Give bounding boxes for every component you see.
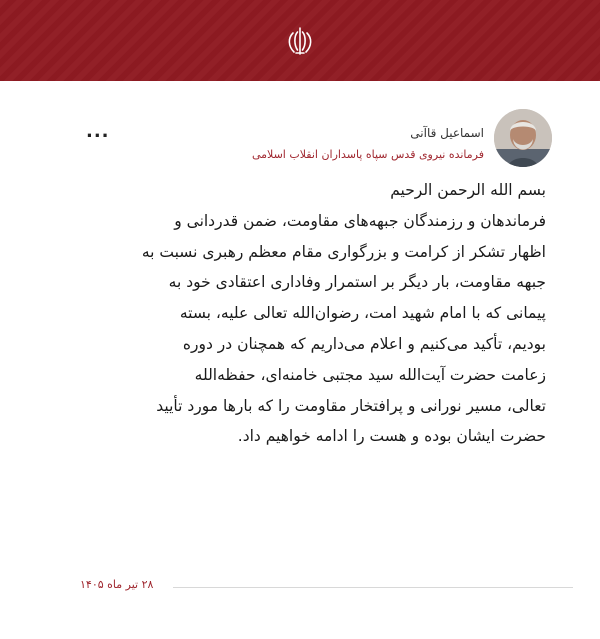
header-band xyxy=(0,0,600,81)
avatar[interactable] xyxy=(494,109,552,167)
post-line: پیمانی که با امام شهید امت، رضوان‌الله تعالی علیه، بسته xyxy=(179,304,546,323)
date-divider xyxy=(173,587,573,588)
post-date: ۲۸ تیر ماه ۱۴۰۵ xyxy=(80,578,154,591)
post-line: تعالی، مسیر نورانی و پرافتخار مقاومت را که بارها مورد تأیید xyxy=(156,396,546,415)
post-line: جبهه مقاومت، بار دیگر بر استمرار وفاداری اعتقادی خود به xyxy=(168,273,546,292)
post-body xyxy=(46,175,546,452)
post-card xyxy=(48,99,552,591)
post-line: بسم الله الرحمن الرحیم xyxy=(390,181,546,199)
author-title: فرمانده نیروی قدس سپاه پاسداران انقلاب اسلامی xyxy=(251,148,484,161)
post-line: بودیم، تأکید می‌کنیم و اعلام می‌داریم که همچنان در دوره xyxy=(182,334,546,353)
post-line: فرماندهان و رزمندگان جبهه‌های مقاومت، ضمن قدردانی و xyxy=(174,211,546,230)
post-line: حضرت ایشان بوده و هست را ادامه خواهیم داد. xyxy=(237,427,546,446)
post-line: اظهار تشکر از کرامت و بزرگواری مقام معظم رهبری نسبت به xyxy=(141,242,546,261)
post-line: زعامت حضرت آیت‌الله سید مجتبی خامنه‌ای، حفظه‌الله xyxy=(194,365,546,384)
author-name[interactable]: اسماعیل قاآنی xyxy=(410,126,484,140)
iran-emblem-icon xyxy=(282,23,318,59)
more-options-icon[interactable]: ... xyxy=(86,121,110,142)
avatar-photo xyxy=(494,109,552,167)
